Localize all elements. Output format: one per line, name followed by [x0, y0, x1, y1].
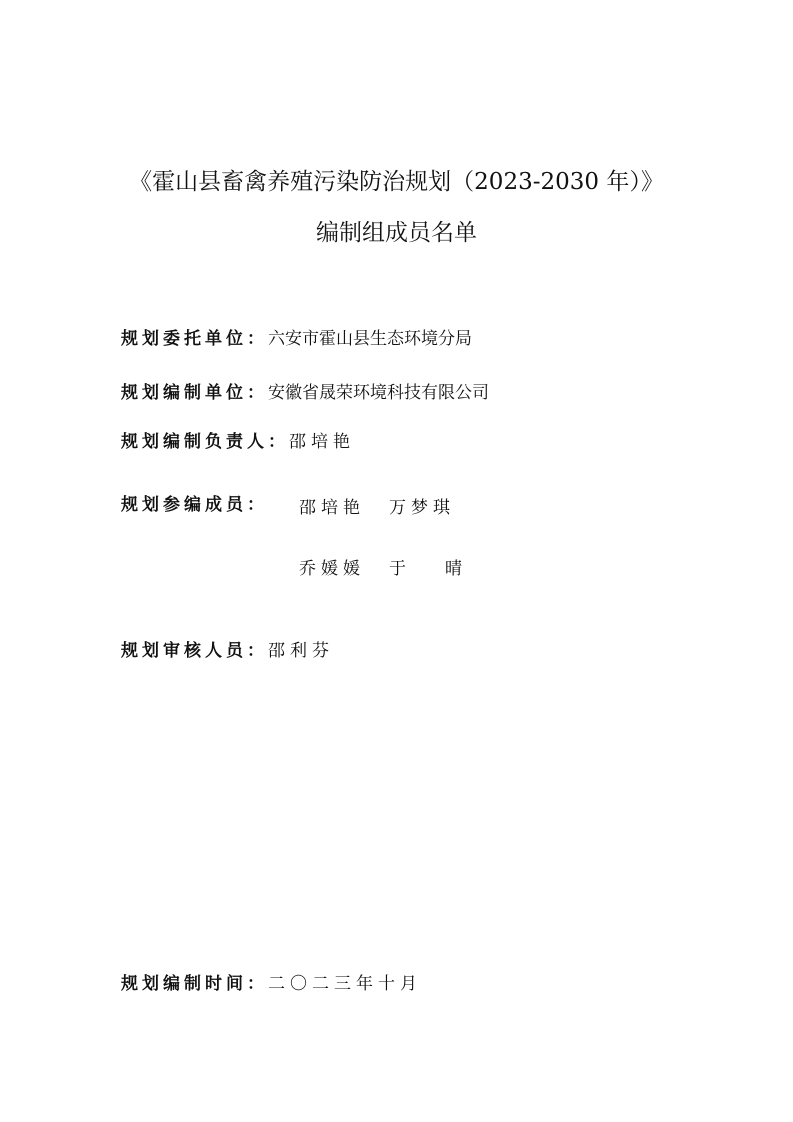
member-name: 万梦琪 [389, 498, 455, 518]
person-in-charge-row [121, 426, 355, 452]
compile-time-label: 规划编制时间： [121, 973, 268, 994]
compiling-unit-value: 安徽省晟荣环境科技有限公司 [268, 382, 489, 403]
member-name: 乔媛媛 [299, 559, 365, 579]
reviewer-value: 邵利芬 [268, 640, 334, 661]
person-in-charge-value: 邵培艳 [289, 431, 355, 452]
document-subtitle: 编制组成员名单 [316, 220, 477, 246]
entrusting-unit-row [121, 323, 472, 349]
compiling-unit-row [121, 377, 489, 403]
member-name: 晴 [445, 559, 467, 579]
compiling-unit-label: 规划编制单位： [121, 382, 268, 403]
entrusting-unit-value: 六安市霍山县生态环境分局 [268, 328, 472, 349]
reviewer-label: 规划审核人员： [121, 640, 268, 661]
members-row [121, 489, 268, 515]
document-title: 《霍山县畜禽养殖污染防治规划（2023-2030 年）》 [129, 169, 664, 195]
entrusting-unit-label: 规划委托单位： [121, 328, 268, 349]
member-name: 邵培艳 [299, 498, 365, 518]
compile-time-value: 二〇二三年十月 [268, 973, 422, 994]
member-name: 于 [389, 559, 411, 579]
person-in-charge-label: 规划编制负责人： [121, 431, 289, 452]
compile-time-row [121, 968, 422, 994]
members-label: 规划参编成员： [121, 494, 268, 515]
reviewer-row [121, 635, 334, 661]
